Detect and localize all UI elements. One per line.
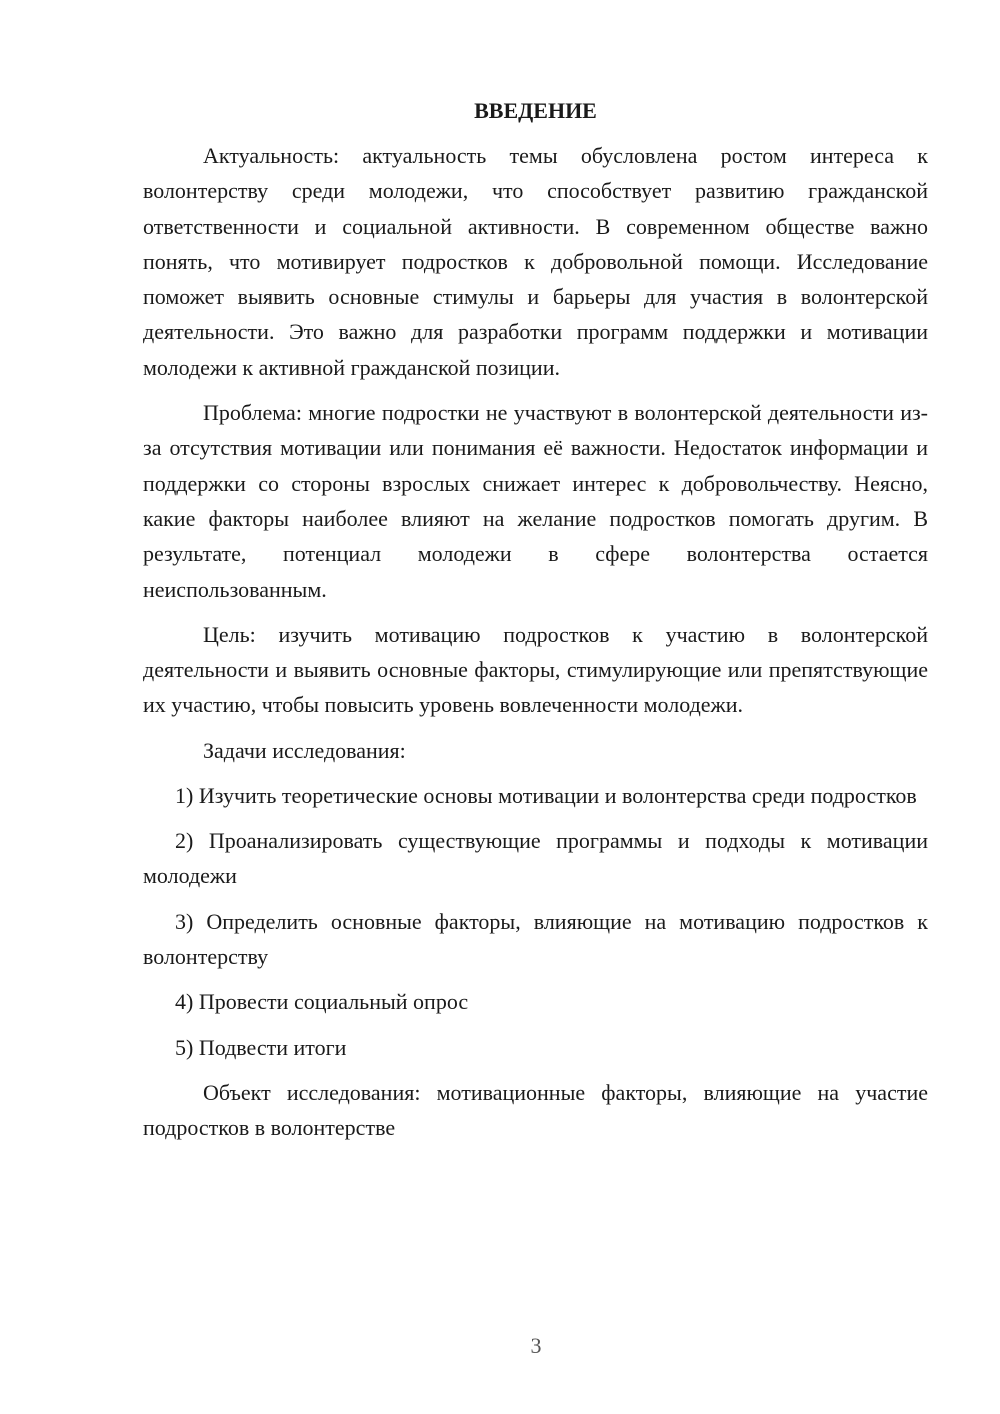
task-item-3: 3) Определить основные факторы, влияющие на мотивацию подростков к волонтерству [143, 908, 928, 969]
task-item-4: 4) Провести социальный опрос [175, 989, 469, 1015]
relevance-paragraph: Актуальность: актуальность темы обусловлена ростом интереса к волонтерству среди молодежи, что способствует развитию гражданской ответственности и социальной активности. В современном обществе важно понять, что мотивирует подростков к добровольной помощи. Исследование поможет выявить основные стимулы и барьеры для участия в волонтерской деятельности. Это важно для разработки программ поддержки и мотивации молодежи к активной гражданской позиции. [143, 143, 928, 380]
task-item-1: 1) Изучить теоретические основы мотивации и волонтерства среди подростков [175, 782, 917, 808]
page-title: ВВЕДЕНИЕ [474, 98, 597, 123]
object-paragraph: Объект исследования: мотивационные факторы, влияющие на участие подростков в волонтерстве [143, 1079, 928, 1141]
task-item-5: 5) Подвести итоги [175, 1034, 347, 1060]
problem-paragraph: Проблема: многие подростки не участвуют в волонтерской деятельности из-за отсутствия мотивации или понимания её важности. Недостаток информации и поддержки со стороны взрослых снижает интерес к добровольчеству. Неясно, какие факторы наиболее влияют на желание подростков помогать другим. В результате, потенциал молодежи в сфере волонтерства остается неиспользованным. [143, 400, 928, 602]
task-item-2: 2) Проанализировать существующие программы и подходы к мотивации молодежи [143, 828, 928, 889]
goal-paragraph: Цель: изучить мотивацию подростков к участию в волонтерской деятельности и выявить основные факторы, стимулирующие или препятствующие их участию, чтобы повысить уровень вовлеченности молодежи. [143, 621, 928, 718]
document-page [143, 96, 928, 1155]
page-number: 3 [530, 1333, 542, 1358]
tasks-title: Задачи исследования: [203, 737, 406, 763]
